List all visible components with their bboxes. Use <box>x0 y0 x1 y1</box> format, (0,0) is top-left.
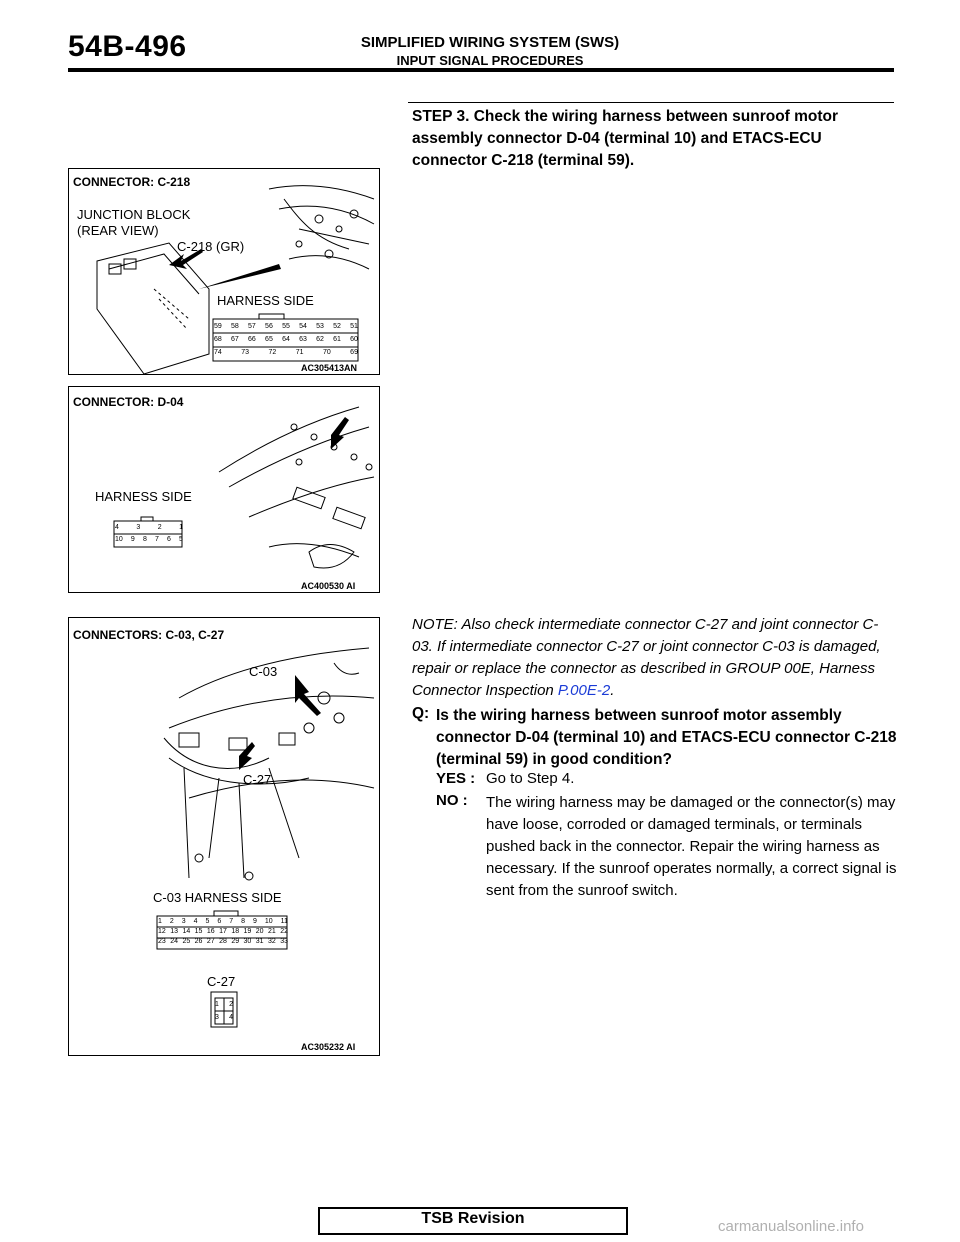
c03-c27-figure-code: AC305232 AI <box>301 1042 356 1052</box>
pin-row <box>215 998 233 1011</box>
question-label: Q: <box>412 705 430 722</box>
pin-number: 28 <box>219 938 227 945</box>
pin-number: 32 <box>267 938 276 945</box>
pin-row <box>115 522 183 534</box>
pin-number: 71 <box>295 349 304 356</box>
header-rule <box>68 68 894 72</box>
pin-number: 69 <box>350 349 358 356</box>
pin-number: 2 <box>229 1001 233 1008</box>
pin-number: 52 <box>333 323 341 330</box>
pin-number: 19 <box>243 928 252 935</box>
pin-row <box>214 320 358 333</box>
note-suffix: . <box>610 682 615 699</box>
pin-number: 59 <box>214 323 222 330</box>
pin-number: 3 <box>181 918 186 925</box>
pin-number: 20 <box>255 928 264 935</box>
pin-row <box>214 346 358 359</box>
figure-connector-c218 <box>68 168 380 375</box>
pin-row <box>158 937 288 947</box>
pin-number: 16 <box>206 928 215 935</box>
pin-number: 65 <box>265 336 273 343</box>
page-title: SIMPLIFIED WIRING SYSTEM (SWS) <box>360 34 620 51</box>
pin-number: 1 <box>179 524 183 531</box>
pin-number: 57 <box>248 323 256 330</box>
pin-number: 4 <box>115 524 119 531</box>
pin-number: 15 <box>194 928 203 935</box>
pin-number: 27 <box>206 938 215 945</box>
pin-number: 67 <box>231 336 239 343</box>
note-paragraph <box>412 614 898 702</box>
pin-number: 9 <box>253 918 257 925</box>
pin-number: 53 <box>316 323 324 330</box>
pin-number: 29 <box>231 938 240 945</box>
pin-number: 7 <box>229 918 234 925</box>
c03-c27-illustration <box>69 618 379 1055</box>
pin-number: 3 <box>215 1014 219 1021</box>
pin-number: 8 <box>241 918 246 925</box>
pin-number: 62 <box>316 336 324 343</box>
c218-connector-label: CONNECTOR: C-218 <box>73 175 191 189</box>
pin-number: 2 <box>169 918 174 925</box>
figure-connector-d04 <box>68 386 380 593</box>
c218-harness-side: HARNESS SIDE <box>217 293 314 308</box>
pin-row <box>158 927 288 937</box>
pin-number: 6 <box>217 918 222 925</box>
pin-number: 14 <box>182 928 191 935</box>
pin-number: 9 <box>130 536 135 543</box>
pin-number: 25 <box>182 938 191 945</box>
c03-c27-connector-label: CONNECTORS: C-03, C-27 <box>73 628 225 642</box>
pin-number: 4 <box>193 918 198 925</box>
pin-number: 5 <box>205 918 210 925</box>
pin-number: 17 <box>219 928 227 935</box>
pin-row <box>215 1011 233 1024</box>
section-number: 54B-496 <box>68 30 187 63</box>
junction-block-view: (REAR VIEW) <box>77 223 159 238</box>
pin-number: 61 <box>333 336 341 343</box>
c218-figure-code: AC305413AN <box>301 363 358 373</box>
c218-pin-grid <box>214 320 358 359</box>
pin-number: 5 <box>179 536 183 543</box>
pin-number: 21 <box>267 928 276 935</box>
pin-number: 51 <box>350 323 358 330</box>
c27-pin-grid <box>215 998 233 1024</box>
pin-number: 24 <box>170 938 179 945</box>
d04-pin-grid <box>115 522 183 546</box>
c03-pin-grid <box>158 917 288 947</box>
footer-tsb-revision: TSB Revision <box>421 1210 525 1227</box>
pin-number: 8 <box>142 536 147 543</box>
pin-number: 60 <box>350 336 358 343</box>
yes-text: Go to Step 4. <box>486 770 575 787</box>
pin-number: 68 <box>214 336 222 343</box>
c03-harness-side: C-03 HARNESS SIDE <box>153 890 282 905</box>
d04-harness-side: HARNESS SIDE <box>95 489 192 504</box>
no-label: NO : <box>436 792 468 809</box>
page-subtitle: INPUT SIGNAL PROCEDURES <box>396 53 584 68</box>
pin-number: 11 <box>280 918 288 925</box>
note-link-p00e-2[interactable]: P.00E-2 <box>557 682 611 699</box>
pin-number: 30 <box>243 938 252 945</box>
pin-number: 64 <box>282 336 290 343</box>
pin-number: 73 <box>241 349 250 356</box>
pin-number: 70 <box>322 349 331 356</box>
pin-number: 10 <box>115 536 123 543</box>
watermark: carmanualsonline.info <box>718 1218 864 1235</box>
pin-number: 54 <box>299 323 307 330</box>
pin-number: 13 <box>170 928 179 935</box>
figure-connectors-c03-c27 <box>68 617 380 1056</box>
c218-callout: C-218 (GR) <box>177 239 245 254</box>
no-text: The wiring harness may be damaged or the connector(s) may have loose, corroded or damaged terminals, or terminals pushed back in the connector. Repair the wiring harness as necessary. If the sunroof operates normally, a correct signal is sent from the sunroof switch. <box>486 794 897 899</box>
pin-number: 55 <box>282 323 290 330</box>
pin-number: 7 <box>154 536 159 543</box>
pin-number: 1 <box>158 918 162 925</box>
pin-number: 3 <box>136 524 141 531</box>
pin-row <box>158 917 288 927</box>
pin-number: 26 <box>194 938 203 945</box>
pin-number: 31 <box>255 938 264 945</box>
d04-figure-code: AC400530 AI <box>301 581 356 591</box>
pin-number: 2 <box>157 524 162 531</box>
pin-number: 66 <box>248 336 256 343</box>
pin-row <box>115 534 183 546</box>
c27-label: C-27 <box>207 974 236 989</box>
pin-number: 4 <box>229 1014 233 1021</box>
c27-callout: C-27 <box>243 772 272 787</box>
junction-block-label: JUNCTION BLOCK <box>77 207 191 222</box>
pin-number: 63 <box>299 336 307 343</box>
pin-number: 72 <box>268 349 277 356</box>
pin-number: 6 <box>167 536 171 543</box>
pin-number: 23 <box>158 938 166 945</box>
d04-connector-label: CONNECTOR: D-04 <box>73 395 184 409</box>
pin-number: 58 <box>231 323 239 330</box>
pin-row <box>214 333 358 346</box>
step-heading: STEP 3. Check the wiring harness between sunroof motor assembly connector D-04 (terminal 10) and ETACS-ECU connector C-218 (terminal 59). <box>412 108 839 169</box>
pin-number: 74 <box>214 349 222 356</box>
pin-number: 56 <box>265 323 273 330</box>
pin-number: 18 <box>231 928 240 935</box>
question-text: Is the wiring harness between sunroof motor assembly connector D-04 (terminal 10) and ETACS-ECU connector C-218 (terminal 59) in good condition? <box>436 707 897 768</box>
step-rule <box>408 102 894 103</box>
note-text: NOTE: Also check intermediate connector C-27 and joint connector C-03. If intermediate connector C-27 or joint connector C-03 is damaged, repair or replace the connector as described in GROUP 00E, Harness Connector Inspection <box>412 616 881 699</box>
pin-number: 12 <box>158 928 166 935</box>
pin-number: 10 <box>264 918 273 925</box>
yes-label: YES : <box>436 770 476 787</box>
pin-number: 22 <box>280 928 288 935</box>
pin-number: 33 <box>280 938 288 945</box>
pin-number: 1 <box>215 1001 219 1008</box>
c03-callout: C-03 <box>249 664 278 679</box>
